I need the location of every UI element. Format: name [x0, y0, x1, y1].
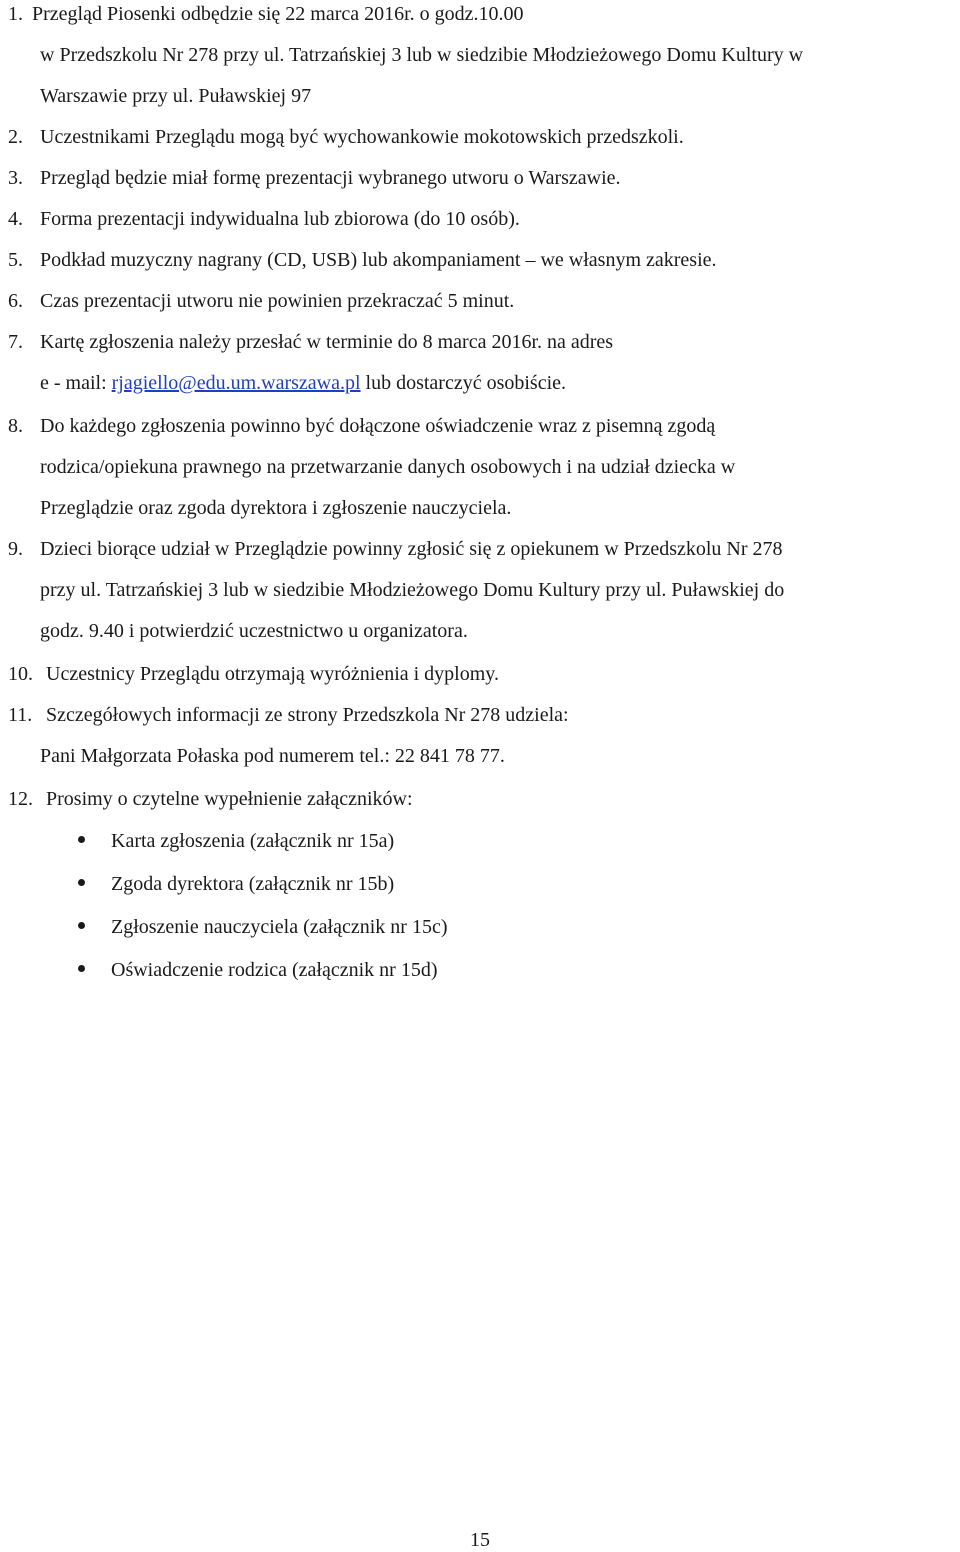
- email-prefix: e - mail:: [40, 372, 112, 394]
- item-number: 10.: [8, 663, 33, 685]
- item-text: w Przedszkolu Nr 278 przy ul. Tatrzańskiej 3 lub w siedzibie Młodzieżowego Domu Kultury w: [40, 44, 804, 66]
- item-text: Czas prezentacji utworu nie powinien przekraczać 5 minut.: [40, 290, 515, 312]
- item-number: 5.: [8, 249, 23, 271]
- bullet-icon: [78, 965, 85, 972]
- page-number: 15: [470, 1529, 490, 1551]
- item-text: Przegląd będzie miał formę prezentacji wybranego utworu o Warszawie.: [40, 167, 621, 189]
- bullet-icon: [78, 836, 85, 843]
- item-text: Pani Małgorzata Połaska pod numerem tel.: 22 841 78 77.: [40, 745, 505, 767]
- item-number: 12.: [8, 788, 33, 810]
- item-number: 8.: [8, 415, 23, 437]
- attachment-item: Karta zgłoszenia (załącznik nr 15a): [111, 830, 395, 852]
- bullet-icon: [78, 879, 85, 886]
- attachment-item: Zgoda dyrektora (załącznik nr 15b): [111, 873, 395, 895]
- email-link[interactable]: rjagiello@edu.um.warszawa.pl: [111, 372, 361, 394]
- item-text: godz. 9.40 i potwierdzić uczestnictwo u organizatora.: [40, 620, 468, 642]
- item-number: 2.: [8, 126, 23, 148]
- item-text: Przegląd Piosenki odbędzie się 22 marca 2016r. o godz.10.00: [32, 3, 524, 25]
- item-number: 1.: [8, 3, 23, 25]
- bullet-icon: [78, 922, 85, 929]
- item-text: Przeglądzie oraz zgoda dyrektora i zgłoszenie nauczyciela.: [40, 497, 512, 519]
- item-number: 4.: [8, 208, 23, 230]
- item-number: 3.: [8, 167, 23, 189]
- item-text: Forma prezentacji indywidualna lub zbiorowa (do 10 osób).: [40, 208, 520, 230]
- item-text: Dzieci biorące udział w Przeglądzie powinny zgłosić się z opiekunem w Przedszkolu Nr 278: [40, 538, 783, 560]
- item-text: Szczegółowych informacji ze strony Przedszkola Nr 278 udziela:: [46, 704, 569, 726]
- item-text: Warszawie przy ul. Puławskiej 97: [40, 85, 312, 107]
- attachment-item: Oświadczenie rodzica (załącznik nr 15d): [111, 959, 438, 981]
- item-text: Podkład muzyczny nagrany (CD, USB) lub akompaniament – we własnym zakresie.: [40, 249, 717, 271]
- attachment-item: Zgłoszenie nauczyciela (załącznik nr 15c): [111, 916, 448, 938]
- item-text: Kartę zgłoszenia należy przesłać w terminie do 8 marca 2016r. na adres: [40, 331, 614, 353]
- email-line: [40, 371, 566, 395]
- item-text: Prosimy o czytelne wypełnienie załączników:: [46, 788, 413, 810]
- item-text: Uczestnicy Przeglądu otrzymają wyróżnienia i dyplomy.: [46, 663, 499, 685]
- item-number: 9.: [8, 538, 23, 560]
- item-number: 7.: [8, 331, 23, 353]
- email-suffix: lub dostarczyć osobiście.: [360, 372, 567, 394]
- item-number: 6.: [8, 290, 23, 312]
- item-text: rodzica/opiekuna prawnego na przetwarzanie danych osobowych i na udział dziecka w: [40, 456, 736, 478]
- item-text: przy ul. Tatrzańskiej 3 lub w siedzibie Młodzieżowego Domu Kultury przy ul. Puławskiej do: [40, 579, 785, 601]
- item-text: Do każdego zgłoszenia powinno być dołączone oświadczenie wraz z pisemną zgodą: [40, 415, 716, 437]
- item-text: Uczestnikami Przeglądu mogą być wychowankowie mokotowskich przedszkoli.: [40, 126, 684, 148]
- item-number: 11.: [8, 704, 33, 726]
